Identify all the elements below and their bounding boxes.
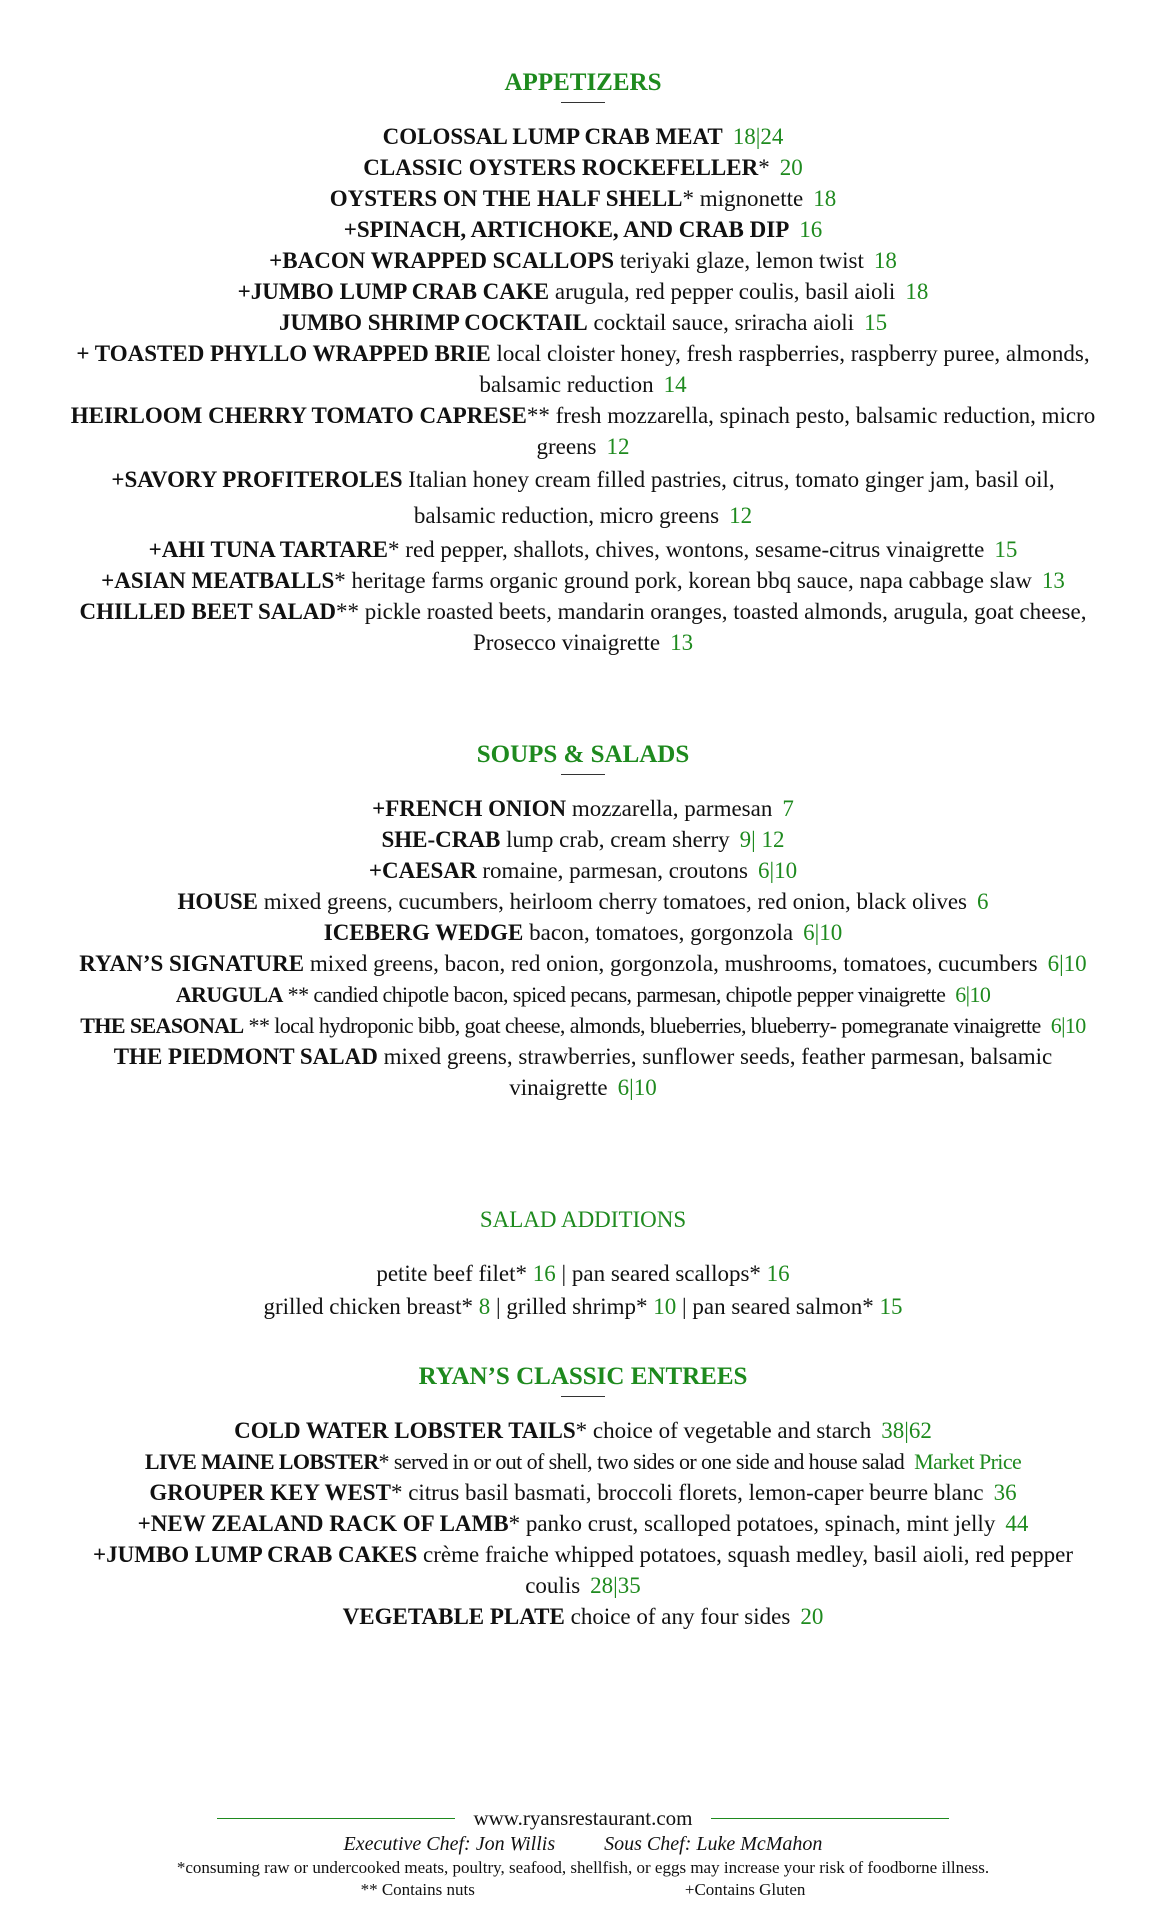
section-title-soups-salads: SOUPS & SALADS — [476, 741, 690, 768]
item-price: 20 — [800, 1604, 824, 1629]
menu-item — [70, 1601, 1096, 1632]
item-description: * heritage farms organic ground pork, korean bbq sauce, napa cabbage slaw — [334, 568, 1032, 593]
item-price: 18 — [905, 279, 929, 304]
item-price: 6|10 — [758, 858, 798, 883]
item-description: mixed greens, strawberries, sunflower seeds, feather parmesan, balsamic vinaigrette — [377, 1044, 1053, 1100]
item-price: 6|10 — [1047, 951, 1087, 976]
allergen-legend — [0, 1879, 1166, 1901]
title-divider — [561, 102, 605, 103]
item-price: 13 — [1041, 568, 1065, 593]
addition-label: pan seared scallops* — [571, 1261, 767, 1286]
menu-item — [70, 1508, 1096, 1539]
item-price: Market Price — [914, 1449, 1022, 1474]
item-price: 9| 12 — [739, 827, 785, 852]
menu-item — [70, 214, 1096, 245]
soups-salads-section — [0, 740, 1166, 1103]
item-name: VEGETABLE PLATE — [342, 1604, 565, 1629]
chef-credits — [0, 1831, 1166, 1857]
item-name: OYSTERS ON THE HALF SHELL — [329, 186, 683, 211]
menu-item — [70, 152, 1096, 183]
item-description: * served in or out of shell, two sides or one side and house salad — [378, 1449, 905, 1474]
item-name: GROUPER KEY WEST — [149, 1480, 391, 1505]
item-name: HEIRLOOM CHERRY TOMATO CAPRESE — [70, 403, 527, 428]
item-name: JUMBO SHRIMP COCKTAIL — [278, 310, 588, 335]
item-name: CLASSIC OYSTERS ROCKEFELLER — [363, 155, 759, 180]
menu-item — [70, 855, 1096, 886]
item-description: * citrus basil basmati, broccoli florets, lemon-caper beurre blanc — [390, 1480, 984, 1505]
addition-price: 16 — [766, 1261, 790, 1286]
nuts-legend: ** Contains nuts — [360, 1880, 475, 1899]
item-name: +AHI TUNA TARTARE — [148, 537, 389, 562]
item-description: * mignonette — [682, 186, 804, 211]
item-price: 15 — [994, 537, 1018, 562]
item-description: bacon, tomatoes, gorgonzola — [523, 920, 794, 945]
item-price: 12 — [729, 503, 753, 528]
menu-item — [70, 886, 1096, 917]
item-price: 18|24 — [732, 124, 784, 149]
menu-item — [70, 1446, 1096, 1477]
footer — [0, 1805, 1166, 1901]
item-description: lump crab, cream sherry — [500, 827, 730, 852]
item-description: * — [758, 155, 770, 180]
sous-chef: Sous Chef: Luke McMahon — [604, 1833, 823, 1855]
menu-item — [70, 793, 1096, 824]
item-description: * panko crust, scalloped potatoes, spinach, mint jelly — [508, 1511, 996, 1536]
item-price: 6|10 — [955, 982, 991, 1007]
addition-price: 10 — [653, 1294, 677, 1319]
item-name: +JUMBO LUMP CRAB CAKE — [237, 279, 550, 304]
addition-price: 15 — [879, 1294, 903, 1319]
item-price: 36 — [993, 1480, 1017, 1505]
item-price: 20 — [779, 155, 803, 180]
addition-label: pan seared salmon* — [692, 1294, 880, 1319]
item-price: 18 — [873, 248, 897, 273]
menu-item — [70, 307, 1096, 338]
item-price: 16 — [799, 217, 823, 242]
item-description: * red pepper, shallots, chives, wontons, sesame-citrus vinaigrette — [388, 537, 985, 562]
item-name: +ASIAN MEATBALLS — [101, 568, 335, 593]
section-title-appetizers: APPETIZERS — [504, 69, 662, 96]
menu-item — [70, 948, 1096, 979]
item-name: + TOASTED PHYLLO WRAPPED BRIE — [76, 341, 491, 366]
menu-item — [70, 462, 1096, 534]
item-description: ** local hydroponic bibb, goat cheese, almonds, blueberries, blueberry- pomegranate vinaigrette — [243, 1013, 1041, 1038]
separator: | — [555, 1261, 572, 1286]
item-description: arugula, red pepper coulis, basil aioli — [549, 279, 896, 304]
menu-item — [70, 400, 1096, 462]
item-name: ARUGULA — [175, 982, 283, 1007]
menu-item — [70, 1010, 1096, 1041]
item-description: ** pickle roasted beets, mandarin oranges, toasted almonds, arugula, goat cheese, Prosecco vinaigrette — [336, 599, 1087, 655]
gluten-legend: +Contains Gluten — [684, 1880, 806, 1899]
title-divider — [561, 1396, 605, 1397]
executive-chef: Executive Chef: Jon Willis — [343, 1833, 556, 1855]
item-description: ** fresh mozzarella, spinach pesto, balsamic reduction, micro greens — [526, 403, 1096, 459]
item-description: mixed greens, cucumbers, heirloom cherry tomatoes, red onion, black olives — [258, 889, 967, 914]
section-title-salad-additions: SALAD ADDITIONS — [479, 1207, 687, 1232]
menu-item — [70, 276, 1096, 307]
item-price: 6|10 — [1050, 1013, 1086, 1038]
additions-lines — [0, 1257, 1166, 1323]
item-name: COLOSSAL LUMP CRAB MEAT — [382, 124, 723, 149]
additions-line — [0, 1257, 1166, 1290]
item-name: +NEW ZEALAND RACK OF LAMB — [137, 1511, 509, 1536]
menu-item — [70, 183, 1096, 214]
item-name: CHILLED BEET SALAD — [79, 599, 337, 624]
item-price: 15 — [864, 310, 888, 335]
item-price: 7 — [782, 796, 794, 821]
menu-item — [70, 1477, 1096, 1508]
item-name: LIVE MAINE LOBSTER — [144, 1449, 379, 1474]
item-description: choice of any four sides — [564, 1604, 791, 1629]
website-link[interactable]: www.ryansrestaurant.com — [473, 1806, 693, 1830]
menu-item — [70, 1415, 1096, 1446]
item-price: 44 — [1005, 1511, 1029, 1536]
item-price: 6 — [977, 889, 989, 914]
separator: | — [490, 1294, 507, 1319]
menu-item — [70, 245, 1096, 276]
food-safety-disclaimer: *consuming raw or undercooked meats, poultry, seafood, shellfish, or eggs may increase your risk of foodborne illness. — [176, 1858, 990, 1877]
soups-salads-list — [0, 793, 1166, 1103]
addition-label: grilled chicken breast* — [263, 1294, 479, 1319]
footer-rule — [711, 1818, 949, 1819]
item-name: +SAVORY PROFITEROLES — [111, 467, 403, 492]
item-price: 13 — [670, 630, 694, 655]
item-price: 14 — [663, 372, 687, 397]
item-price: 18 — [813, 186, 837, 211]
addition-price: 8 — [478, 1294, 491, 1319]
menu-item — [70, 979, 1096, 1010]
item-description: ** candied chipotle bacon, spiced pecans, parmesan, chipotle pepper vinaigrette — [282, 982, 946, 1007]
title-divider — [561, 774, 605, 775]
item-name: SHE-CRAB — [381, 827, 501, 852]
item-name: +CAESAR — [368, 858, 477, 883]
item-description: mixed greens, bacon, red onion, gorgonzola, mushrooms, tomatoes, cucumbers — [304, 951, 1038, 976]
additions-line — [0, 1290, 1166, 1323]
item-description: crème fraiche whipped potatoes, squash medley, basil aioli, red pepper coulis — [417, 1542, 1073, 1598]
item-name: COLD WATER LOBSTER TAILS — [234, 1418, 576, 1443]
addition-label: grilled shrimp* — [506, 1294, 654, 1319]
addition-price: 16 — [532, 1261, 556, 1286]
menu-item — [70, 565, 1096, 596]
item-description: teriyaki glaze, lemon twist — [614, 248, 864, 273]
separator: | — [676, 1294, 693, 1319]
item-price: 12 — [606, 434, 630, 459]
item-name: THE SEASONAL — [80, 1013, 244, 1038]
item-price: 6|10 — [617, 1075, 657, 1100]
item-name: ICEBERG WEDGE — [323, 920, 524, 945]
item-description: Italian honey cream filled pastries, citrus, tomato ginger jam, basil oil, balsamic reduction, micro greens — [402, 467, 1055, 528]
appetizers-list — [0, 121, 1166, 658]
footer-rule — [217, 1818, 455, 1819]
item-description: mozzarella, parmesan — [566, 796, 773, 821]
item-price: 28|35 — [590, 1573, 641, 1598]
addition-label: petite beef filet* — [376, 1261, 533, 1286]
menu-item — [70, 121, 1096, 152]
item-description: * choice of vegetable and starch — [575, 1418, 872, 1443]
website-line — [0, 1805, 1166, 1831]
entrees-section — [0, 1362, 1166, 1632]
item-description: local cloister honey, fresh raspberries, raspberry puree, almonds, balsamic reduction — [479, 341, 1090, 397]
menu-item — [70, 917, 1096, 948]
item-name: HOUSE — [177, 889, 259, 914]
item-name: +BACON WRAPPED SCALLOPS — [269, 248, 615, 273]
menu-item — [70, 534, 1096, 565]
item-name: RYAN’S SIGNATURE — [79, 951, 305, 976]
item-name: +FRENCH ONION — [372, 796, 567, 821]
entrees-list — [0, 1415, 1166, 1632]
menu-item — [70, 338, 1096, 400]
menu-item — [70, 1041, 1096, 1103]
salad-additions-section — [0, 1205, 1166, 1323]
appetizers-section — [0, 68, 1166, 658]
item-price: 6|10 — [803, 920, 843, 945]
item-name: +SPINACH, ARTICHOKE, AND CRAB DIP — [343, 217, 790, 242]
menu-item — [70, 824, 1096, 855]
menu-item — [70, 1539, 1096, 1601]
item-price: 38|62 — [881, 1418, 932, 1443]
item-name: THE PIEDMONT SALAD — [113, 1044, 378, 1069]
item-name: +JUMBO LUMP CRAB CAKES — [93, 1542, 418, 1567]
menu-item — [70, 596, 1096, 658]
item-description: cocktail sauce, sriracha aioli — [587, 310, 855, 335]
section-title-entrees: RYAN’S CLASSIC ENTREES — [418, 1363, 748, 1390]
item-description: romaine, parmesan, croutons — [476, 858, 749, 883]
